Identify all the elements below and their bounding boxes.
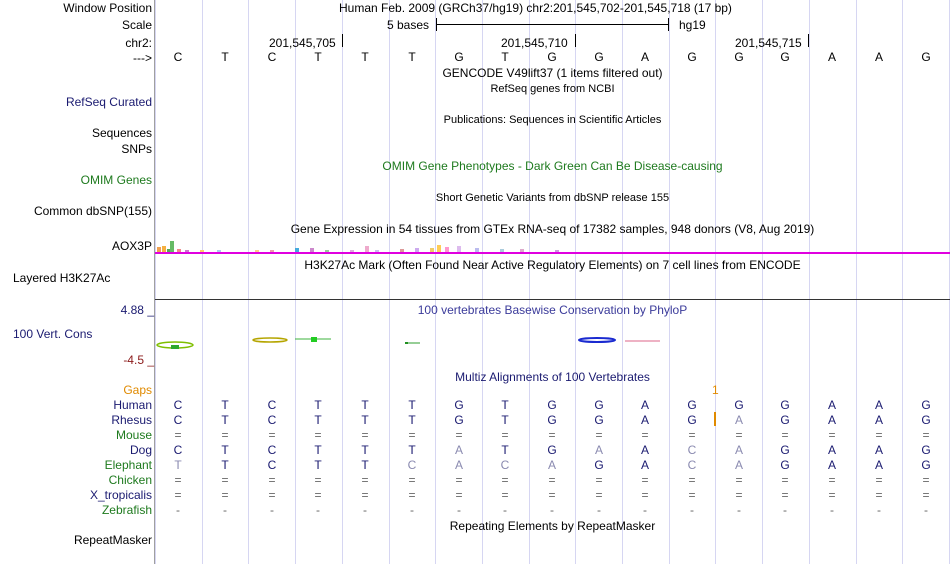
reference-base: T — [408, 50, 416, 64]
alignment-base: = — [875, 428, 883, 442]
alignment-base: = — [735, 428, 743, 442]
alignment-base: - — [877, 503, 881, 517]
scale-db: hg19 — [679, 18, 706, 32]
coord-label-1: 201,545,705 — [269, 36, 336, 50]
chrom-label: chr2: — [125, 36, 152, 50]
alignment-base: = — [781, 488, 789, 502]
alignment-base: = — [595, 428, 603, 442]
alignment-base: = — [314, 488, 322, 502]
coord-tick-3 — [808, 34, 809, 47]
alignment-base: = — [501, 473, 509, 487]
alignment-base: G — [921, 398, 931, 412]
alignment-base: A — [734, 443, 743, 457]
alignment-base: - — [597, 503, 601, 517]
alignment-base: A — [874, 413, 883, 427]
alignment-base: T — [221, 443, 229, 457]
alignment-base: = — [455, 473, 463, 487]
alignment-base: = — [501, 488, 509, 502]
publications-track-label[interactable]: Sequences — [91, 126, 152, 140]
reference-base: A — [640, 50, 649, 64]
alignment-base: G — [780, 413, 790, 427]
phylop-min-label: -4.5 _ — [123, 353, 154, 367]
alignment-base: A — [874, 398, 883, 412]
alignment-base: T — [221, 458, 229, 472]
gtex-gene-label[interactable]: AOX3P — [111, 239, 152, 253]
alignment-base: G — [921, 443, 931, 457]
scale-label: Scale — [121, 18, 152, 32]
reference-base: A — [874, 50, 883, 64]
alignment-base: = — [361, 488, 369, 502]
alignment-base: = — [455, 488, 463, 502]
reference-base: A — [827, 50, 836, 64]
alignment-base: A — [640, 398, 649, 412]
reference-base: G — [454, 50, 464, 64]
phylop-mark — [579, 338, 615, 342]
alignment-base: A — [874, 443, 883, 457]
refseq-track-title: RefSeq genes from NCBI — [490, 83, 615, 95]
alignment-base: A — [640, 413, 649, 427]
reference-base: G — [594, 50, 604, 64]
alignment-base: T — [174, 458, 182, 472]
reference-base: T — [314, 50, 322, 64]
alignment-base: C — [267, 398, 277, 412]
alignment-base: = — [828, 473, 836, 487]
alignment-base: = — [314, 428, 322, 442]
alignment-base: T — [501, 398, 509, 412]
multiz-track-title: Multiz Alignments of 100 Vertebrates — [455, 370, 650, 384]
dbsnp-track-title: Short Genetic Variants from dbSNP release 155 — [435, 192, 670, 204]
gencode-track-title[interactable]: GENCODE V49lift37 (1 items filtered out) — [442, 66, 663, 80]
species-label-x_tropicalis: X_tropicalis — [89, 488, 152, 502]
alignment-base: T — [501, 443, 509, 457]
dbsnp-track-label[interactable]: Common dbSNP(155) — [33, 204, 152, 218]
alignment-base: = — [174, 428, 182, 442]
alignment-base: = — [221, 428, 229, 442]
alignment-base: - — [270, 503, 274, 517]
alignment-base: G — [780, 458, 790, 472]
scale-bar-right-tick — [668, 18, 669, 31]
alignment-base: = — [735, 473, 743, 487]
alignment-base: T — [408, 413, 416, 427]
alignment-base: A — [734, 458, 743, 472]
species-label-elephant: Elephant — [104, 458, 152, 472]
species-label-human: Human — [113, 398, 152, 412]
scale-bar — [436, 24, 669, 25]
alignment-base: = — [735, 488, 743, 502]
alignment-base: = — [922, 473, 930, 487]
alignment-base: - — [643, 503, 647, 517]
alignment-base: - — [737, 503, 741, 517]
refseq-track-label[interactable]: RefSeq Curated — [65, 95, 152, 109]
alignment-base: T — [221, 398, 229, 412]
alignment-base: C — [407, 458, 417, 472]
alignment-base: = — [875, 488, 883, 502]
reference-base: G — [780, 50, 790, 64]
alignment-base: = — [548, 428, 556, 442]
alignment-base: = — [828, 428, 836, 442]
alignment-base: C — [687, 458, 697, 472]
alignment-base: T — [408, 398, 416, 412]
alignment-base: A — [454, 458, 463, 472]
reference-base: G — [687, 50, 697, 64]
reference-base: C — [173, 50, 183, 64]
gaps-label: Gaps — [123, 383, 152, 397]
reference-base: G — [734, 50, 744, 64]
phylop-track-title: 100 vertebrates Basewise Conservation by PhyloP — [417, 303, 688, 317]
alignment-base: - — [924, 503, 928, 517]
gap-marker — [714, 412, 716, 426]
alignment-base: G — [454, 413, 464, 427]
alignment-base: T — [314, 443, 322, 457]
coord-label-3: 201,545,715 — [735, 36, 802, 50]
assembly-position: Human Feb. 2009 (GRCh37/hg19) chr2:201,545,702-201,545,718 (17 bp) — [339, 1, 732, 15]
alignment-base: A — [640, 458, 649, 472]
alignment-base: - — [783, 503, 787, 517]
alignment-base: = — [361, 473, 369, 487]
alignment-base: T — [361, 458, 369, 472]
h3k27ac-track-label[interactable]: Layered H3K27Ac — [13, 271, 111, 285]
alignment-base: A — [734, 413, 743, 427]
alignment-base: C — [173, 398, 183, 412]
alignment-base: = — [408, 428, 416, 442]
omim-track-title: OMIM Gene Phenotypes - Dark Green Can Be Disease-causing — [382, 159, 723, 173]
repeatmasker-track-label[interactable]: RepeatMasker — [73, 533, 152, 547]
phylop-mark — [311, 337, 317, 342]
phylop-mark — [171, 345, 179, 349]
reference-base: T — [221, 50, 229, 64]
h3k27ac-track-title: H3K27Ac Mark (Often Found Near Active Regulatory Elements) on 7 cell lines from ENCODE — [304, 258, 801, 272]
phylop-max-label: 4.88 _ — [120, 303, 154, 317]
gtex-track-title: Gene Expression in 54 tissues from GTEx RNA-seq of 17382 samples, 948 donors (V8, Aug 2019) — [290, 222, 815, 236]
alignment-base: - — [176, 503, 180, 517]
alignment-base: G — [547, 413, 557, 427]
species-label-mouse: Mouse — [115, 428, 152, 442]
repeatmasker-track-title: Repeating Elements by RepeatMasker — [449, 519, 656, 533]
phylop-mark — [405, 342, 408, 344]
alignment-base: T — [314, 413, 322, 427]
alignment-base: G — [687, 398, 697, 412]
alignment-base: G — [921, 458, 931, 472]
alignment-base: C — [687, 443, 697, 457]
alignment-base: = — [361, 428, 369, 442]
alignment-base: = — [922, 488, 930, 502]
reference-base: G — [921, 50, 931, 64]
alignment-base: G — [594, 398, 604, 412]
alignment-base: G — [547, 398, 557, 412]
strand-label: ---> — [133, 51, 152, 65]
alignment-base: - — [363, 503, 367, 517]
alignment-base: = — [408, 473, 416, 487]
gap-count: 1 — [712, 383, 719, 397]
alignment-base: A — [827, 398, 836, 412]
alignment-base: T — [408, 443, 416, 457]
alignment-base: G — [780, 398, 790, 412]
scale-text: 5 bases — [387, 18, 430, 32]
alignment-base: A — [640, 443, 649, 457]
alignment-base: = — [314, 473, 322, 487]
coord-tick-2 — [575, 34, 576, 47]
alignment-base: = — [781, 473, 789, 487]
alignment-base: = — [268, 428, 276, 442]
alignment-base: T — [314, 398, 322, 412]
alignment-base: A — [454, 443, 463, 457]
alignment-base: T — [314, 458, 322, 472]
alignment-base: = — [875, 473, 883, 487]
alignment-base: G — [454, 398, 464, 412]
alignment-base: A — [827, 458, 836, 472]
alignment-base: = — [641, 473, 649, 487]
alignment-base: = — [455, 428, 463, 442]
alignment-base: = — [641, 428, 649, 442]
coord-label-2: 201,545,710 — [501, 36, 568, 50]
alignment-base: C — [267, 458, 277, 472]
alignment-base: = — [174, 488, 182, 502]
h3k27ac-baseline — [155, 299, 950, 300]
alignment-base: = — [641, 488, 649, 502]
alignment-base: T — [361, 413, 369, 427]
alignment-base: G — [547, 443, 557, 457]
alignment-base: G — [734, 398, 744, 412]
alignment-base: C — [173, 443, 183, 457]
alignment-base: = — [828, 488, 836, 502]
alignment-base: = — [688, 428, 696, 442]
alignment-base: C — [173, 413, 183, 427]
phylop-mark — [253, 338, 287, 342]
alignment-base: G — [780, 443, 790, 457]
publications-track-title: Publications: Sequences in Scientific Articles — [443, 114, 662, 126]
phylop-track-label[interactable]: 100 Vert. Cons — [13, 327, 93, 341]
alignment-base: = — [548, 473, 556, 487]
alignment-base: = — [595, 473, 603, 487]
alignment-base: A — [827, 443, 836, 457]
alignment-base: A — [874, 458, 883, 472]
alignment-base: - — [830, 503, 834, 517]
alignment-base: = — [548, 488, 556, 502]
gtex-magenta-rule — [155, 252, 950, 254]
alignment-base: A — [594, 443, 603, 457]
alignment-base: = — [221, 473, 229, 487]
reference-base: T — [501, 50, 509, 64]
alignment-base: G — [594, 458, 604, 472]
alignment-base: = — [221, 488, 229, 502]
species-label-rhesus: Rhesus — [111, 413, 152, 427]
alignment-base: = — [268, 473, 276, 487]
alignment-base: - — [503, 503, 507, 517]
alignment-base: G — [921, 413, 931, 427]
alignment-base: = — [595, 488, 603, 502]
species-label-zebrafish: Zebrafish — [101, 503, 152, 517]
alignment-base: = — [781, 428, 789, 442]
alignment-base: C — [500, 458, 510, 472]
alignment-base: = — [174, 473, 182, 487]
reference-base: G — [547, 50, 557, 64]
alignment-base: G — [594, 413, 604, 427]
species-label-chicken: Chicken — [108, 473, 152, 487]
alignment-base: T — [501, 413, 509, 427]
alignment-base: C — [267, 413, 277, 427]
alignment-base: - — [550, 503, 554, 517]
alignment-base: - — [223, 503, 227, 517]
alignment-base: = — [408, 488, 416, 502]
alignment-base: = — [268, 488, 276, 502]
alignment-base: - — [457, 503, 461, 517]
alignment-base: = — [501, 428, 509, 442]
coord-tick-1 — [342, 34, 343, 47]
omim-track-label[interactable]: OMIM Genes — [80, 173, 152, 187]
alignment-base: A — [547, 458, 556, 472]
alignment-base: A — [827, 413, 836, 427]
reference-base: C — [267, 50, 277, 64]
phylop-conservation-plot[interactable] — [155, 328, 950, 353]
alignment-base: T — [221, 413, 229, 427]
alignment-base: T — [361, 398, 369, 412]
window-position-label: Window Position — [63, 1, 152, 15]
alignment-base: - — [410, 503, 414, 517]
alignment-base: = — [688, 473, 696, 487]
alignment-base: - — [316, 503, 320, 517]
alignment-base: - — [690, 503, 694, 517]
alignment-base: C — [267, 443, 277, 457]
scale-bar-left-tick — [436, 18, 437, 31]
alignment-base: T — [361, 443, 369, 457]
alignment-base: = — [688, 488, 696, 502]
alignment-base: = — [922, 428, 930, 442]
reference-base: T — [361, 50, 369, 64]
species-label-dog: Dog — [129, 443, 152, 457]
snps-track-label[interactable]: SNPs — [121, 142, 152, 156]
alignment-base: G — [687, 413, 697, 427]
